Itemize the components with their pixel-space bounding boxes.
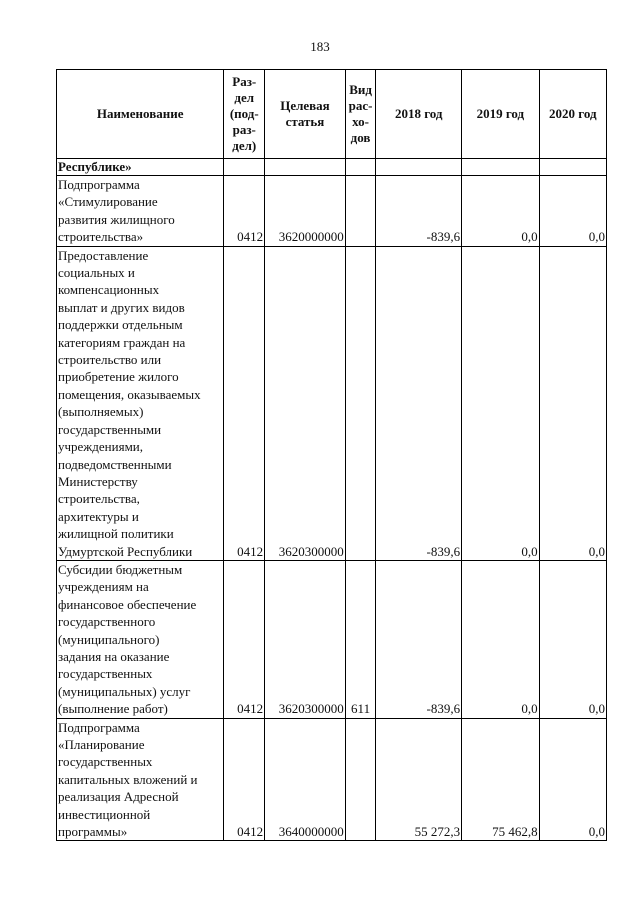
cell-2018: -839,6 [376, 246, 462, 560]
header-vid: Вид рас- хо- дов [345, 70, 376, 159]
cell-razdel: 0412 [224, 176, 265, 247]
section-row [57, 159, 607, 176]
header-2018: 2018 год [376, 70, 462, 159]
page-number: 183 [310, 39, 330, 54]
cell-2019: 0,0 [462, 176, 540, 247]
cell-expense-type [345, 176, 376, 247]
cell-name: Предоставление социальных и компенсационных выплат и других видов поддержки отдельным категориям граждан на строительство или приобретение жилого помещения, оказываемых (выполняемых) государственными учреждениями, подведомственными Министерству строительства, архитектуры и жилищной политики Удмуртской Республики [57, 246, 224, 560]
cell-razdel: 0412 [224, 560, 265, 718]
cell-2018: -839,6 [376, 176, 462, 247]
cell-razdel: 0412 [224, 718, 265, 841]
header-row [57, 70, 607, 159]
header-name: Наименование [57, 70, 224, 159]
cell-2018: -839,6 [376, 560, 462, 718]
cell-expense-type: 611 [345, 560, 376, 718]
cell-target-article: 3620000000 [265, 176, 346, 247]
cell-razdel: 0412 [224, 246, 265, 560]
cell-2019 [462, 159, 540, 176]
table-row [57, 560, 607, 718]
header-stat: Целевая статья [265, 70, 346, 159]
cell-2020: 0,0 [539, 718, 606, 841]
budget-table [56, 69, 607, 841]
cell-expense-type [345, 246, 376, 560]
table-row [57, 718, 607, 841]
cell-name: Подпрограмма «Планирование государственных капитальных вложений и реализация Адресной инвестиционной программы» [57, 718, 224, 841]
cell-2020: 0,0 [539, 176, 606, 247]
header-razdel: Раз- дел (под- раз- дел) [224, 70, 265, 159]
cell-2020: 0,0 [539, 246, 606, 560]
cell-target-article [265, 159, 346, 176]
cell-name: Республике» [57, 159, 224, 176]
cell-target-article: 3640000000 [265, 718, 346, 841]
cell-name: Субсидии бюджетным учреждениям на финансовое обеспечение государственного (муниципального) задания на оказание государственных (муниципальных) услуг (выполнение работ) [57, 560, 224, 718]
cell-2020 [539, 159, 606, 176]
table-row [57, 176, 607, 247]
cell-2019: 75 462,8 [462, 718, 540, 841]
cell-2018 [376, 159, 462, 176]
cell-2019: 0,0 [462, 560, 540, 718]
cell-2019: 0,0 [462, 246, 540, 560]
header-2019: 2019 год [462, 70, 540, 159]
cell-expense-type [345, 718, 376, 841]
cell-expense-type [345, 159, 376, 176]
cell-target-article: 3620300000 [265, 560, 346, 718]
cell-razdel [224, 159, 265, 176]
cell-name: Подпрограмма «Стимулирование развития жилищного строительства» [57, 176, 224, 247]
cell-target-article: 3620300000 [265, 246, 346, 560]
table-row [57, 246, 607, 560]
cell-2018: 55 272,3 [376, 718, 462, 841]
header-2020: 2020 год [539, 70, 606, 159]
cell-2020: 0,0 [539, 560, 606, 718]
